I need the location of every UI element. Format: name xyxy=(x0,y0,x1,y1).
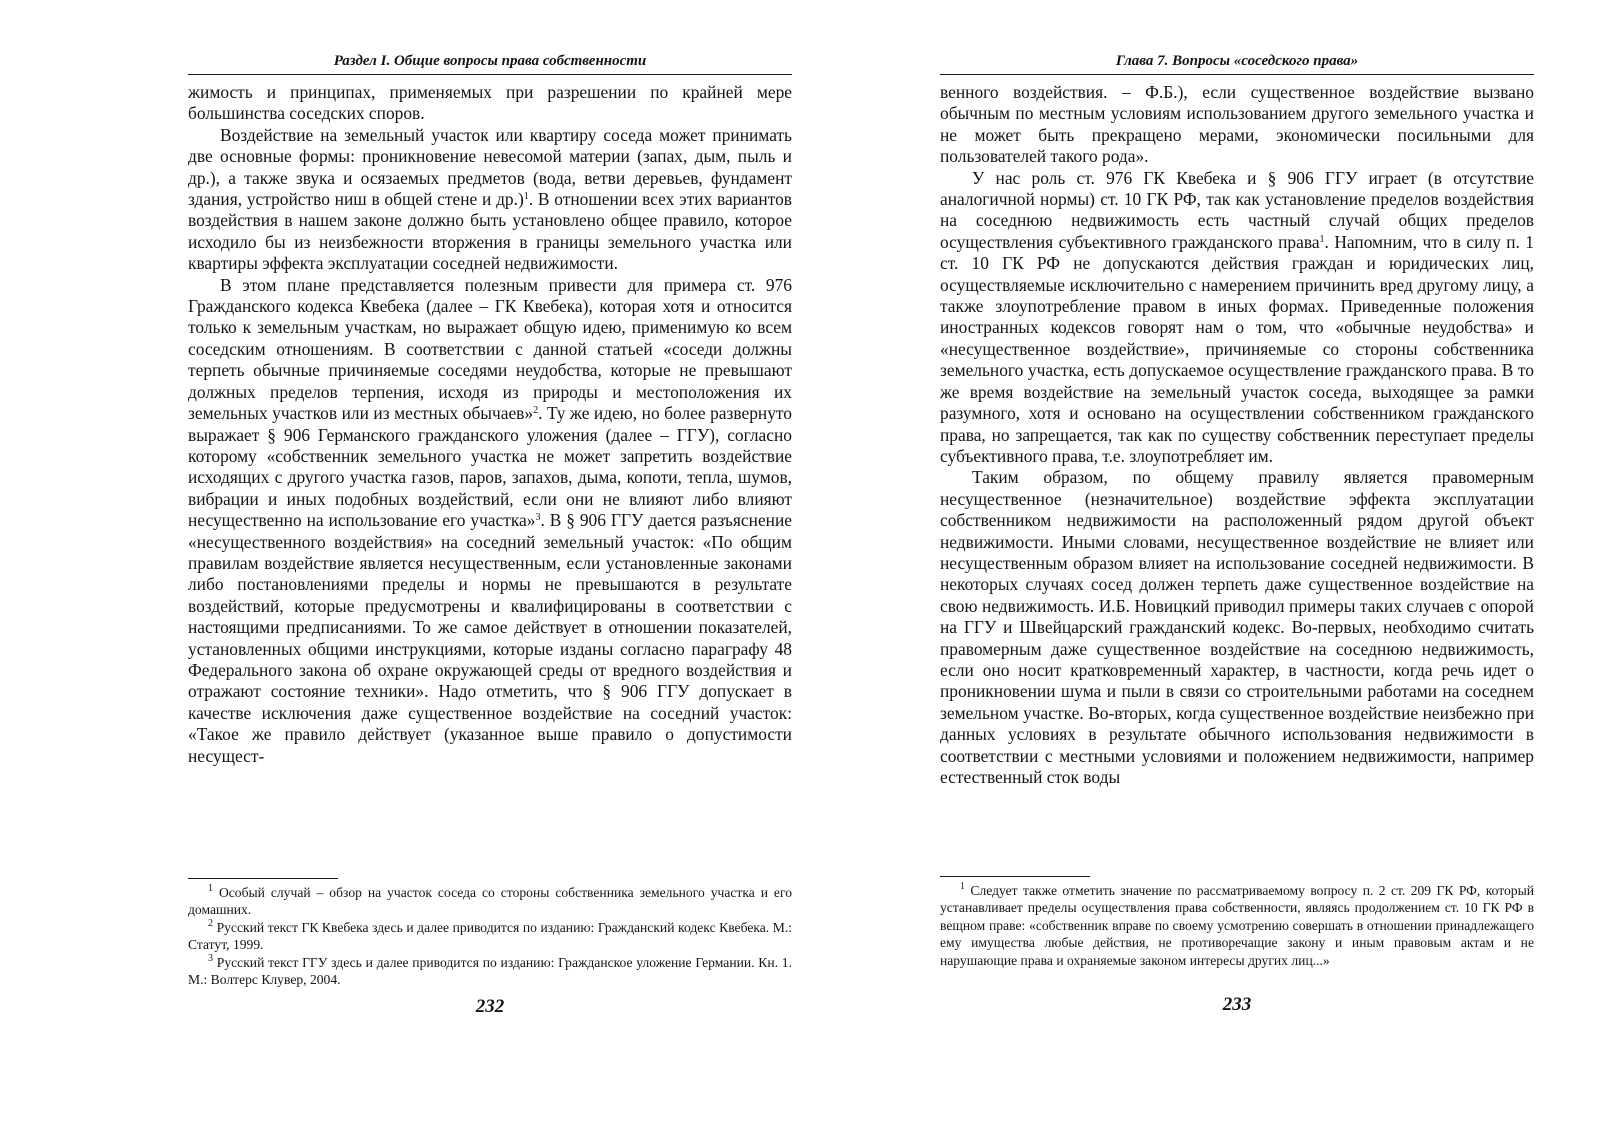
page-number-left: 232 xyxy=(475,996,505,1017)
footnote: $^2$ Русский текст ГК Квебека здесь и далее приводится по изданию: Гражданский кодекс Квебека. М.: Статут, 1999. xyxy=(188,917,793,953)
body-text-right xyxy=(940,82,1534,788)
paragraph: У нас роль ст. 976 ГК Квебека и § 906 ГГУ играет (в отсутствие аналогичной нормы) ст. 10 ГК РФ, так как установление пределов воздействия на соседнюю недвижимость есть частный случай общих пределов осуществления субъективного гражданского права$^1$. Напомним, что в силу п. 1 ст. 10 ГК РФ не допускаются действия граждан и юридических лиц, осуществляемые исключительно с намерением причинить вред другому лицу, а также злоупотребление правом в иных формах. Приведенные положения иностранных кодексов говорят нам о том, что «обычные неудобства» и «несущественное воздействие», причиняемые со стороны собственника земельного участка, есть допускаемое осуществление гражданского права. В то же время воздействие на земельный участок соседа, выходящее за рамки разумного, хотя и основано на осуществлении собственником гражданского права, но запрещается, так как по существу собственник переступает пределы субъективного права, т.е. злоупотребляет им. xyxy=(940,167,1534,466)
header-rule-left xyxy=(188,74,792,75)
footnote-ref: 1 xyxy=(523,191,529,203)
running-head-right: Глава 7. Вопросы «соседского права» xyxy=(1115,53,1359,69)
left-page xyxy=(188,0,792,1134)
footnotes-right xyxy=(940,882,1534,969)
paragraph: венного воздействия. – Ф.Б.), если существенное воздействие вызвано обычным по местным условиям использованием другого земельного участка и не может быть прекращено мерами, экономически посильными для пользователей такого рода». xyxy=(940,82,1534,167)
footnote-ref: 3 xyxy=(535,512,541,524)
header-rule-right xyxy=(940,74,1534,75)
footnote-rule-right xyxy=(940,876,1090,877)
paragraph: Таким образом, по общему правилу является правомерным несущественное (незначительное) воздействие эффекта эксплуатации собственником недвижимости на расположенный рядом другой объект недвижимости. Иными словами, несущественное воздействие не влияет или несущественным образом влияет на использование соседней недвижимости. В некоторых случаях сосед должен терпеть даже существенное воздействие на свою недвижимость. И.Б. Новицкий приводил примеры таких случаев с опорой на ГГУ и Швейцарский гражданский кодекс. Во-первых, необходимо считать правомерным даже существенное воздействие на соседнюю недвижимость, если оно носит кратковременный характер, в частности, когда речь идет о проникновении шума и пыли в связи со строительными работами на соседнем земельном участке. Во-вторых, когда существенное воздействие неизбежно при данных условиях в результате обычного использования недвижимости в соответствии с местными условиями и положением недвижимости, например естественный сток воды xyxy=(940,467,1534,787)
footnote-ref: 2 xyxy=(533,405,539,417)
footnote: $^3$ Русский текст ГГУ здесь и далее приводится по изданию: Гражданское уложение Германии. Кн. 1. М.: Волтерс Клувер, 2004. xyxy=(188,952,792,988)
paragraph: В этом плане представляется полезным привести для примера ст. 976 Гражданского кодекса Квебека (далее – ГК Квебека), которая хотя и относится только к земельным участкам, но выражает общую идею, применимую ко всем соседским отношениям. В соответствии с данной статьей «соседи должны терпеть обычные причиняемые соседями неудобства, которые не превышают должных пределов терпения, исходя из природы и местоположения их земельных участков или из местных обычаев»$^2$. Ту же идею, но более развернуто выражает § 906 Германского гражданского уложения (далее – ГГУ), согласно которому «собственник земельного участка не может запретить воздействие исходящих с другого участка газов, паров, запахов, дыма, копоти, тепла, шумов, вибрации и иных подобных воздействий, если они не влияют либо влияют несущественно на использование его участка»$^3$. В § 906 ГГУ дается разъяснение «несущественного воздействия» на соседний земельный участок: «По общим правилам воздействие является несущественным, если установленные законами либо постановлениями пределы и нормы не превышаются в результате воздействий, которые предусмотрены и квалифицированы в соответствии с настоящими предписаниями. То же самое действует в отношении показателей, установленных общими инструкциями, которые изданы согласно параграфу 48 Федерального закона об охране окружающей среды от вредного воздействия и отражают состояние техники». Надо отметить, что § 906 ГГУ допускает в качестве исключения даже существенное воздействие на соседний участок: «Такое же правило действует (указанное выше правило о допустимости несущест- xyxy=(188,274,792,766)
page-number-right: 233 xyxy=(1222,994,1252,1015)
footnote-rule-left xyxy=(188,878,338,879)
paragraph: Воздействие на земельный участок или квартиру соседа может принимать две основные формы: проникновение невесомой материи (запах, дым, пыль и др.), а также звука и осязаемых предметов (вода, ветви деревьев, фундамент здания, устройство ниш в общей стене и др.)$^1$. В отношении всех этих вариантов воздействия в нашем законе должно быть установлено общее правило, которое исходило бы из неизбежности вторжения в границы земельного участка или квартиры эффекта эксплуатации соседней недвижимости. xyxy=(188,124,792,274)
paragraph: жимость и принципах, применяемых при разрешении по крайней мере большинства соседских споров. xyxy=(188,82,792,124)
running-head-left: Раздел I. Общие вопросы права собственности xyxy=(333,53,647,69)
footnote-ref: 1 xyxy=(1319,233,1325,245)
right-page xyxy=(940,0,1534,1134)
footnotes-left xyxy=(188,884,792,988)
body-text-left xyxy=(188,82,792,767)
footnote: $^1$ Следует также отметить значение по рассматриваемому вопросу п. 2 ст. 209 ГК РФ, который устанавливает пределы осуществления права собственности, являясь продолжением ст. 10 ГК РФ в вещном праве: «собственник вправе по своему усмотрению совершать в отношении принадлежащего ему имущества любые действия, не противоречащие закону и иным правовым актам и не нарушающие права и охраняемые законом интересы других лиц...» xyxy=(940,881,1534,968)
footnote: $^1$ Особый случай – обзор на участок соседа со стороны собственника земельного участка и его домашних. xyxy=(188,883,792,918)
